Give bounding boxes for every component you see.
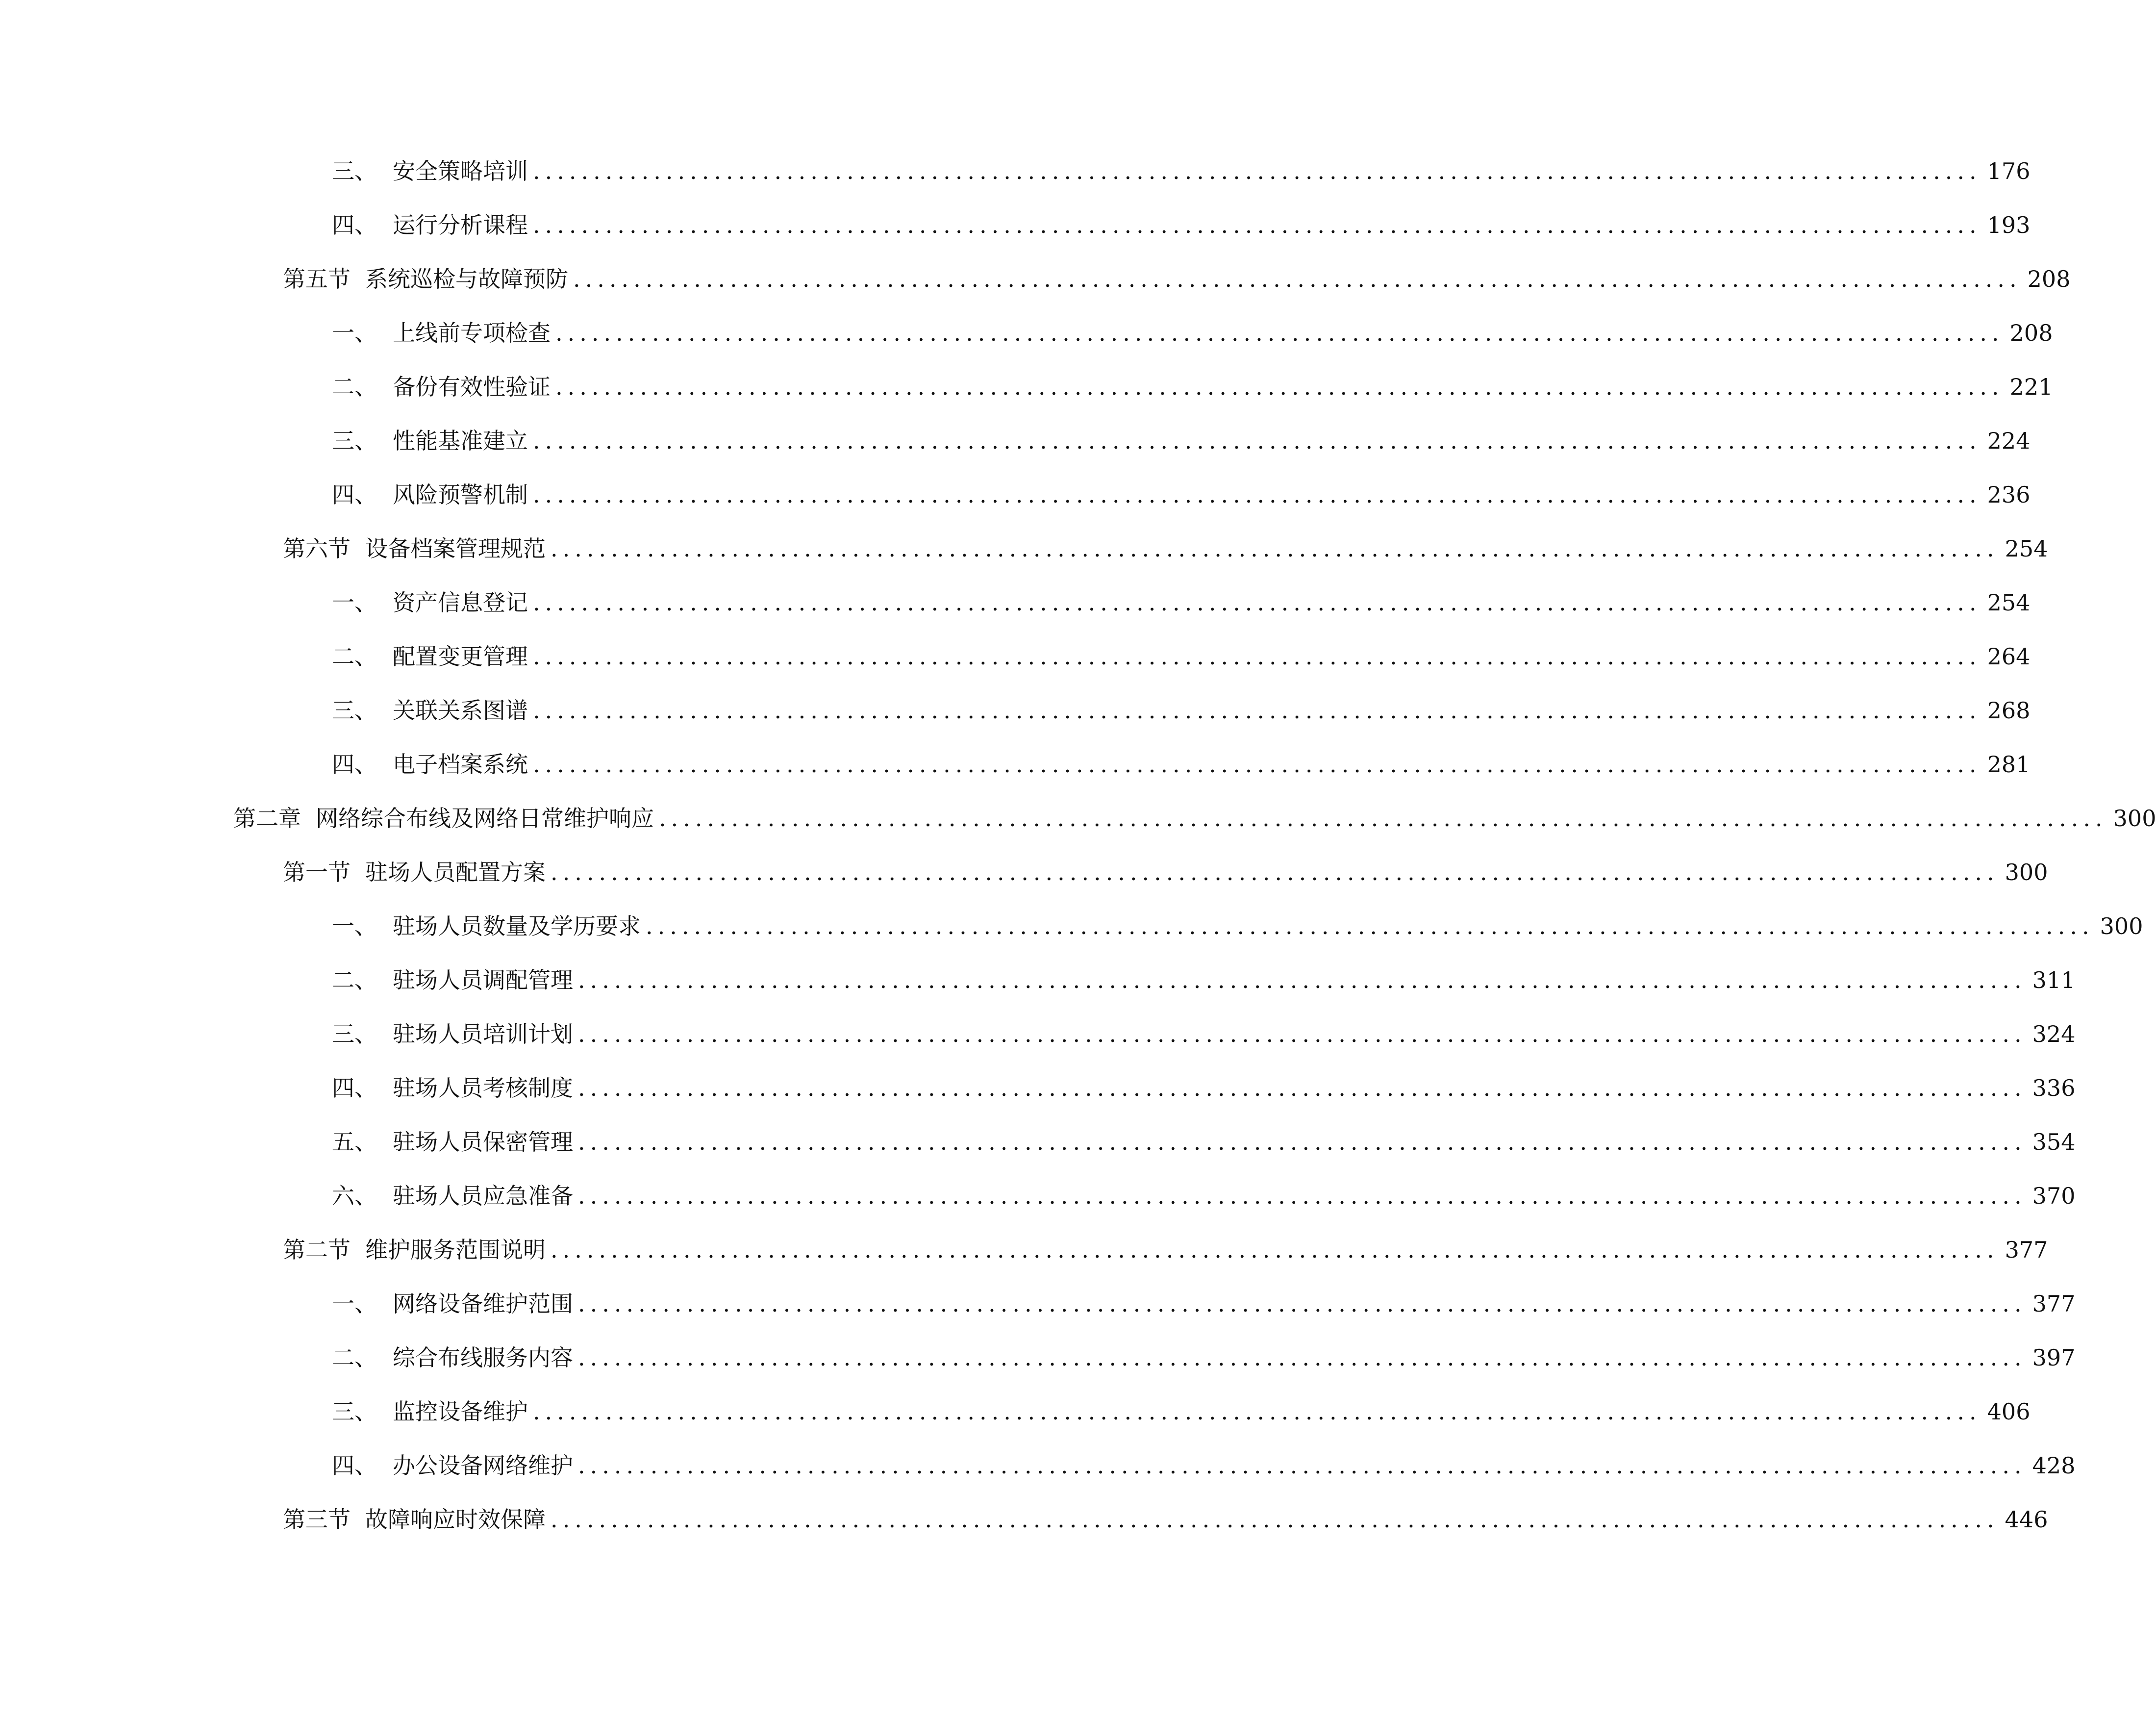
entry-number: 三、: [332, 1021, 377, 1047]
toc-entry[interactable]: [332, 962, 2076, 998]
toc-entry[interactable]: [332, 1340, 2076, 1375]
toc-entry[interactable]: [283, 531, 2048, 566]
entry-title: 驻场人员配置方案: [365, 859, 546, 885]
toc-entry[interactable]: [332, 747, 2031, 782]
entry-title: 安全策略培训: [393, 158, 528, 184]
dot-leader: ........................................................................................................................: [555, 374, 2004, 400]
entry-number: 二、: [332, 643, 377, 670]
entry-title: 性能基准建立: [393, 428, 528, 454]
entry-page: 236: [1987, 481, 2031, 508]
toc-entry[interactable]: [332, 1178, 2076, 1214]
entry-number: 三、: [332, 428, 377, 454]
entry-number: 第三节: [283, 1506, 351, 1533]
entry-page: 208: [2027, 266, 2071, 292]
entry-number: 第二节: [283, 1237, 351, 1263]
toc-entry[interactable]: [233, 801, 2156, 836]
entry-title: 网络设备维护范围: [393, 1290, 573, 1317]
entry-number: 四、: [332, 481, 377, 508]
entry-number: 二、: [332, 1344, 377, 1371]
entry-page: 324: [2032, 1021, 2076, 1047]
dot-leader: ........................................................................................................................: [578, 1075, 2027, 1101]
entry-page: 370: [2032, 1183, 2076, 1209]
entry-page: 406: [1987, 1398, 2031, 1425]
entry-title: 风险预警机制: [393, 481, 528, 508]
entry-number: 三、: [332, 1398, 377, 1425]
entry-number: 第二章: [233, 805, 301, 832]
entry-number: 四、: [332, 212, 377, 238]
entry-title: 网络综合布线及网络日常维护响应: [316, 805, 654, 832]
dot-leader: ........................................................................................................................: [533, 158, 1981, 184]
entry-number: 四、: [332, 751, 377, 778]
entry-title: 上线前专项检查: [393, 320, 551, 346]
entry-number: 三、: [332, 697, 377, 724]
entry-page: 281: [1987, 751, 2031, 778]
dot-leader: ........................................................................................................................: [533, 643, 1981, 670]
entry-number: 六、: [332, 1183, 377, 1209]
dot-leader: ........................................................................................................................: [533, 589, 1981, 616]
dot-leader: ........................................................................................................................: [578, 1452, 2027, 1479]
entry-title: 驻场人员应急准备: [393, 1183, 573, 1209]
toc-entry[interactable]: [332, 1124, 2076, 1160]
entry-number: 三、: [332, 158, 377, 184]
entry-page: 224: [1987, 428, 2031, 454]
dot-leader: ........................................................................................................................: [573, 266, 2022, 292]
entry-page: 300: [2005, 859, 2048, 885]
entry-page: 264: [1987, 643, 2031, 670]
toc-entry[interactable]: [283, 1232, 2048, 1267]
entry-page: 377: [2032, 1290, 2076, 1317]
entry-number: 一、: [332, 589, 377, 616]
toc-entry[interactable]: [332, 639, 2031, 674]
entry-title: 设备档案管理规范: [365, 535, 546, 562]
entry-title: 驻场人员调配管理: [393, 967, 573, 993]
entry-page: 176: [1987, 158, 2031, 184]
dot-leader: ........................................................................................................................: [533, 1398, 1981, 1425]
toc-entry[interactable]: [332, 153, 2031, 189]
dot-leader: ........................................................................................................................: [533, 428, 1981, 454]
dot-leader: ........................................................................................................................: [646, 913, 2094, 939]
entry-page: 254: [2005, 535, 2048, 562]
entry-title: 办公设备网络维护: [393, 1452, 573, 1479]
dot-leader: ........................................................................................................................: [533, 212, 1981, 238]
dot-leader: ........................................................................................................................: [555, 320, 2004, 346]
entry-title: 资产信息登记: [393, 589, 528, 616]
toc-entry[interactable]: [332, 693, 2031, 728]
toc-entry[interactable]: [332, 477, 2031, 512]
entry-page: 377: [2005, 1237, 2048, 1263]
dot-leader: ........................................................................................................................: [659, 805, 2107, 832]
entry-title: 故障响应时效保障: [365, 1506, 546, 1533]
toc-entry[interactable]: [332, 1286, 2076, 1321]
dot-leader: ........................................................................................................................: [551, 1237, 1999, 1263]
toc-entry[interactable]: [283, 855, 2048, 890]
entry-number: 四、: [332, 1452, 377, 1479]
dot-leader: ........................................................................................................................: [578, 1183, 2027, 1209]
entry-title: 运行分析课程: [393, 212, 528, 238]
toc-entry[interactable]: [332, 315, 2053, 351]
dot-leader: ........................................................................................................................: [578, 1129, 2027, 1155]
entry-number: 一、: [332, 913, 377, 939]
entry-page: 354: [2032, 1129, 2076, 1155]
entry-title: 维护服务范围说明: [365, 1237, 546, 1263]
toc-entry[interactable]: [332, 1016, 2076, 1052]
entry-title: 系统巡检与故障预防: [365, 266, 568, 292]
toc-entry[interactable]: [332, 585, 2031, 620]
entry-page: 336: [2032, 1075, 2076, 1101]
entry-page: 268: [1987, 697, 2031, 724]
toc-entry[interactable]: [332, 207, 2031, 243]
toc-entry[interactable]: [332, 909, 2143, 944]
dot-leader: ........................................................................................................................: [578, 1021, 2027, 1047]
dot-leader: ........................................................................................................................: [551, 535, 1999, 562]
entry-page: 300: [2113, 805, 2156, 832]
entry-page: 311: [2032, 967, 2076, 993]
entry-title: 配置变更管理: [393, 643, 528, 670]
dot-leader: ........................................................................................................................: [551, 859, 1999, 885]
toc-entry[interactable]: [332, 1394, 2031, 1429]
dot-leader: ........................................................................................................................: [578, 1344, 2027, 1371]
dot-leader: ........................................................................................................................: [578, 967, 2027, 993]
dot-leader: ........................................................................................................................: [533, 751, 1981, 778]
entry-title: 综合布线服务内容: [393, 1344, 573, 1371]
entry-title: 监控设备维护: [393, 1398, 528, 1425]
dot-leader: ........................................................................................................................: [533, 481, 1981, 508]
entry-page: 428: [2032, 1452, 2076, 1479]
toc-entry[interactable]: [332, 1448, 2076, 1483]
entry-number: 四、: [332, 1075, 377, 1101]
entry-page: 446: [2005, 1506, 2048, 1533]
entry-title: 关联关系图谱: [393, 697, 528, 724]
toc-entry[interactable]: [283, 1502, 2048, 1537]
entry-number: 第五节: [283, 266, 351, 292]
entry-page: 193: [1987, 212, 2031, 238]
entry-page: 397: [2032, 1344, 2076, 1371]
entry-number: 第六节: [283, 535, 351, 562]
entry-number: 二、: [332, 967, 377, 993]
dot-leader: ........................................................................................................................: [578, 1290, 2027, 1317]
dot-leader: ........................................................................................................................: [533, 697, 1981, 724]
entry-title: 驻场人员培训计划: [393, 1021, 573, 1047]
toc-entry[interactable]: [332, 423, 2031, 458]
entry-number: 第一节: [283, 859, 351, 885]
entry-title: 电子档案系统: [393, 751, 528, 778]
entry-title: 驻场人员数量及学历要求: [393, 913, 641, 939]
entry-page: 254: [1987, 589, 2031, 616]
entry-page: 221: [2009, 374, 2053, 400]
toc-entry[interactable]: [332, 369, 2053, 405]
entry-number: 一、: [332, 1290, 377, 1317]
entry-title: 驻场人员保密管理: [393, 1129, 573, 1155]
entry-number: 二、: [332, 374, 377, 400]
entry-title: 备份有效性验证: [393, 374, 551, 400]
toc-entry[interactable]: [283, 261, 2071, 297]
dot-leader: ........................................................................................................................: [551, 1506, 1999, 1533]
entry-number: 一、: [332, 320, 377, 346]
entry-number: 五、: [332, 1129, 377, 1155]
entry-page: 208: [2009, 320, 2053, 346]
entry-page: 300: [2100, 913, 2143, 939]
toc-entry[interactable]: [332, 1070, 2076, 1106]
entry-title: 驻场人员考核制度: [393, 1075, 573, 1101]
